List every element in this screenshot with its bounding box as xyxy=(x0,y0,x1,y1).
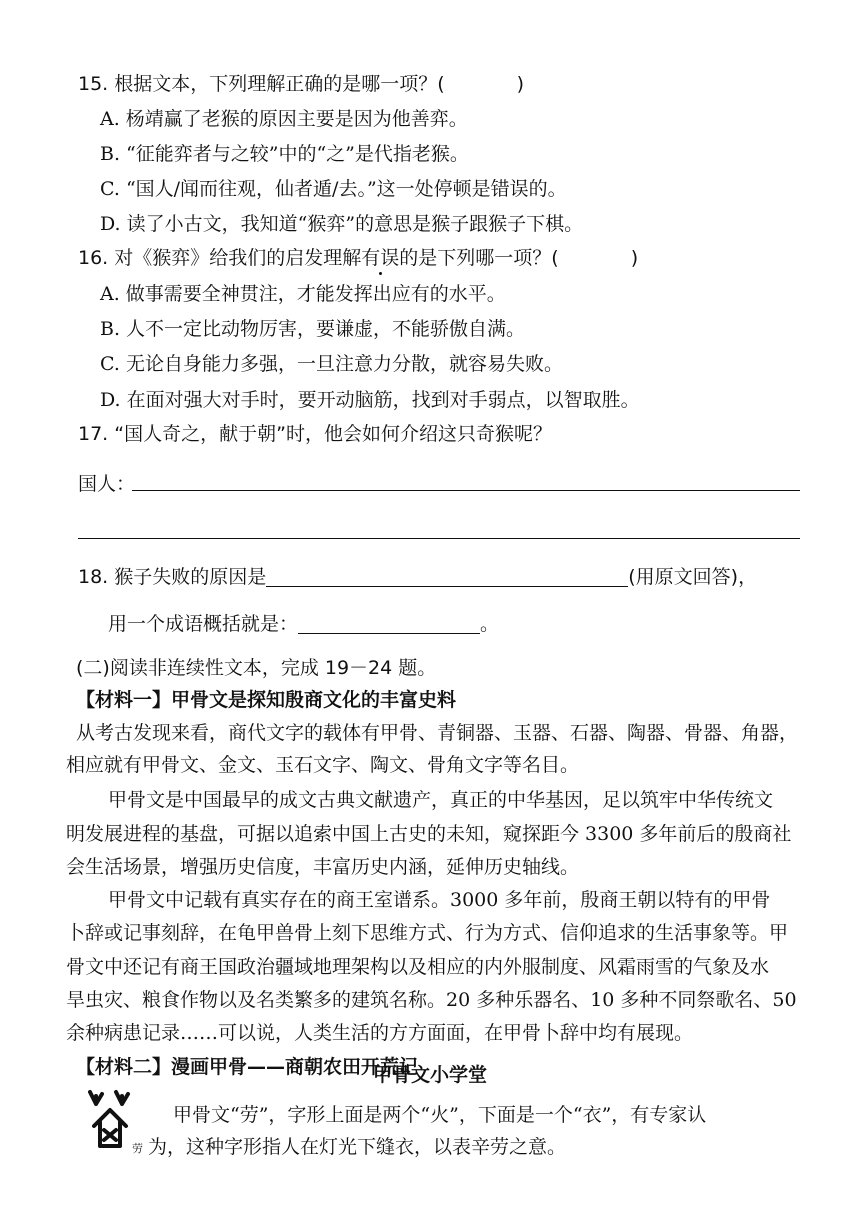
material1-title: 【材料一】甲骨文是探知殷商文化的丰富史料 xyxy=(76,689,457,711)
glyph-text-line2: 为，这种字形指人在灯光下缝衣，以表辛劳之意。 xyxy=(148,1136,567,1158)
q15-stem: 15. 根据文本，下列理解正确的是哪一项？( ) xyxy=(78,73,525,95)
m1-p3-line5: 余种病患记录……可以说，人类生活的方方面面，在甲骨卜辞中均有展现。 xyxy=(66,1022,694,1044)
oracle-bone-glyph-lao-icon xyxy=(86,1088,134,1152)
q16-option-b: B. 人不一定比动物厉害，要谦虚，不能骄傲自满。 xyxy=(100,318,526,340)
m1-p1-line2: 相应就有甲骨文、金文、玉石文字、陶文、骨角文字等名目。 xyxy=(66,754,580,776)
glyph-text-line1: 甲骨文“劳”，字形上面是两个“火”，下面是一个“衣”，有专家认 xyxy=(173,1104,707,1126)
q15-option-c: C. “国人/闻而往观，仙者遁/去。”这一处停顿是错误的。 xyxy=(100,178,567,200)
q18-idiom-line: 用一个成语概括就是： 。 xyxy=(108,613,500,635)
q17-answer-line-1[interactable] xyxy=(132,490,800,491)
q15-option-b: B. “征能弈者与之较”中的“之”是代指老猴。 xyxy=(100,143,469,165)
m1-p3-line2: 卜辞或记事刻辞，在龟甲兽骨上刻下思维方式、行为方式、信仰追求的生活事象等。甲 xyxy=(66,922,789,944)
q18-blank-reason[interactable] xyxy=(266,566,628,587)
q17-stem: 17. “国人奇之，献于朝”时，他会如何介绍这只奇猴呢？ xyxy=(78,423,552,445)
q17-answer-line-2[interactable] xyxy=(78,538,800,539)
q16-option-c: C. 无论自身能力多强，一旦注意力分散，就容易失败。 xyxy=(100,353,563,375)
q18-blank-idiom[interactable] xyxy=(298,613,480,634)
section2-heading: (二)阅读非连续性文本，完成 19－24 题。 xyxy=(76,657,437,679)
q17-answer-label: 国人： xyxy=(78,473,136,495)
q16-option-a: A. 做事需要全神贯注，才能发挥出应有的水平。 xyxy=(100,283,506,305)
m1-p2-line2: 明发展进程的基盘，可据以追索中国上古史的未知，窥探距今 3300 多年前后的殷商社 xyxy=(66,823,792,845)
q15-option-d: D. 读了小古文，我知道“猴弈”的意思是猴子跟猴子下棋。 xyxy=(100,213,584,235)
m1-p3-line3: 骨文中还记有商王国政治疆域地理架构以及相应的内外服制度、风霜雨雪的气象及水 xyxy=(66,956,770,978)
subheading: 甲骨文小学堂 xyxy=(373,1064,488,1086)
m1-p2-line1: 甲骨文是中国最早的成文古典文献遗产，真正的中华基因，足以筑牢中华传统文 xyxy=(108,789,774,811)
m1-p3-line1: 甲骨文中记载有真实存在的商王室谱系。3000 多年前，殷商王朝以特有的甲骨 xyxy=(108,889,771,911)
material2-title: 【材料二】漫画甲骨——商朝农田开荒记 xyxy=(76,1056,419,1078)
m1-p1-line1: 从考古发现来看，商代文字的载体有甲骨、青铜器、玉器、石器、陶器、骨器、角器， xyxy=(76,722,799,744)
m1-p2-line3: 会生活场景，增强历史信度，丰富历史内涵，延伸历史轴线。 xyxy=(66,856,580,878)
emphasis-mark: 有误 xyxy=(361,247,400,269)
q18-stem: 18. 猴子失败的原因是 (用原文回答)， xyxy=(78,566,758,588)
glyph-caption: 劳 xyxy=(132,1142,143,1155)
q16-option-d: D. 在面对强大对手时，要开动脑筋，找到对手弱点，以智取胜。 xyxy=(100,389,640,411)
q16-stem: 16. 对《猴弈》给我们的启发理解有误的是下列哪一项？( ) xyxy=(78,247,639,269)
m1-p3-line4: 旱虫灾、粮食作物以及名类繁多的建筑名称。20 多种乐器名、10 多种不同祭歌名、50 xyxy=(66,989,797,1011)
q15-option-a: A. 杨靖赢了老猴的原因主要是因为他善弈。 xyxy=(100,108,468,130)
